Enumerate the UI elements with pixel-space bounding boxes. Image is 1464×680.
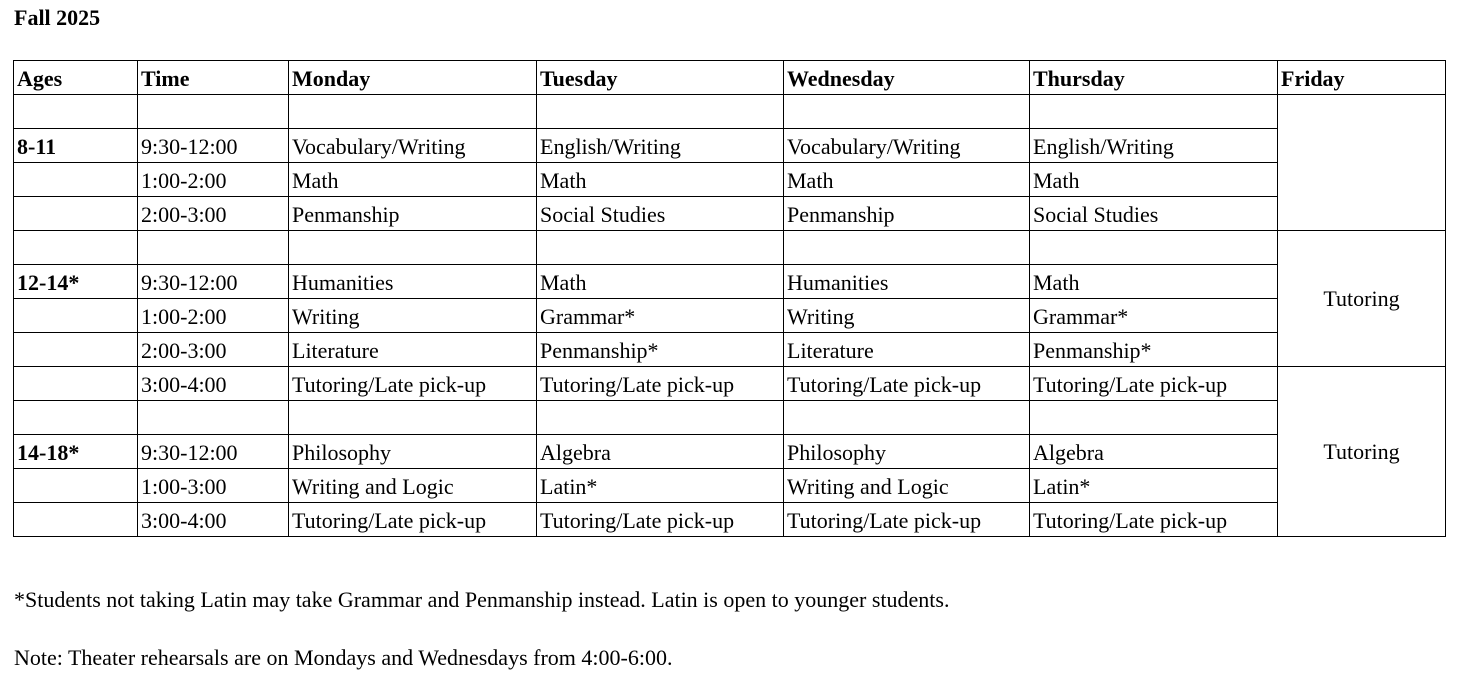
table-row bbox=[14, 299, 1446, 333]
table-cell bbox=[784, 95, 1030, 129]
age-group-label: 12-14* bbox=[14, 265, 138, 299]
time-cell: 9:30-12:00 bbox=[138, 129, 289, 163]
table-cell: Writing bbox=[289, 299, 537, 333]
table-cell: English/Writing bbox=[537, 129, 784, 163]
header-thursday: Thursday bbox=[1030, 61, 1278, 95]
table-row bbox=[14, 129, 1446, 163]
table-cell: Writing bbox=[784, 299, 1030, 333]
table-cell: Vocabulary/Writing bbox=[289, 129, 537, 163]
table-cell bbox=[14, 367, 138, 401]
header-time: Time bbox=[138, 61, 289, 95]
table-cell bbox=[138, 231, 289, 265]
table-cell: Humanities bbox=[784, 265, 1030, 299]
table-cell: Math bbox=[537, 265, 784, 299]
spacer-row bbox=[14, 231, 1446, 265]
time-cell: 3:00-4:00 bbox=[138, 503, 289, 537]
table-cell bbox=[537, 231, 784, 265]
table-cell: Latin* bbox=[537, 469, 784, 503]
table-cell: Tutoring/Late pick-up bbox=[784, 503, 1030, 537]
table-cell bbox=[14, 197, 138, 231]
table-cell bbox=[537, 401, 784, 435]
friday-tutoring-cell: Tutoring bbox=[1278, 231, 1446, 367]
time-cell: 1:00-2:00 bbox=[138, 299, 289, 333]
table-cell: Tutoring/Late pick-up bbox=[289, 503, 537, 537]
footnote-text: *Students not taking Latin may take Grammar and Penmanship instead. Latin is open to younger students. bbox=[14, 587, 950, 612]
table-cell bbox=[784, 231, 1030, 265]
table-cell: Algebra bbox=[537, 435, 784, 469]
time-cell: 9:30-12:00 bbox=[138, 435, 289, 469]
time-cell: 1:00-2:00 bbox=[138, 163, 289, 197]
header-row bbox=[14, 61, 1446, 95]
table-cell: Humanities bbox=[289, 265, 537, 299]
table-cell bbox=[138, 401, 289, 435]
page-title: Fall 2025 bbox=[14, 5, 101, 30]
table-cell: Algebra bbox=[1030, 435, 1278, 469]
time-cell: 2:00-3:00 bbox=[138, 333, 289, 367]
table-cell: Math bbox=[289, 163, 537, 197]
table-cell bbox=[289, 401, 537, 435]
age-group-label: 8-11 bbox=[14, 129, 138, 163]
table-cell: Penmanship* bbox=[537, 333, 784, 367]
table-cell: Tutoring/Late pick-up bbox=[1030, 367, 1278, 401]
table-row bbox=[14, 435, 1446, 469]
table-cell bbox=[14, 333, 138, 367]
table-cell: Grammar* bbox=[537, 299, 784, 333]
table-cell bbox=[289, 231, 537, 265]
table-cell: Social Studies bbox=[537, 197, 784, 231]
spacer-row bbox=[14, 95, 1446, 129]
header-wednesday: Wednesday bbox=[784, 61, 1030, 95]
spacer-row bbox=[14, 401, 1446, 435]
table-row bbox=[14, 265, 1446, 299]
table-cell bbox=[1030, 95, 1278, 129]
table-cell: Social Studies bbox=[1030, 197, 1278, 231]
header-friday: Friday bbox=[1278, 61, 1446, 95]
table-cell bbox=[14, 401, 138, 435]
table-cell: Tutoring/Late pick-up bbox=[1030, 503, 1278, 537]
table-cell bbox=[14, 163, 138, 197]
table-cell: Latin* bbox=[1030, 469, 1278, 503]
header-monday: Monday bbox=[289, 61, 537, 95]
table-cell bbox=[289, 95, 537, 129]
table-cell bbox=[14, 231, 138, 265]
table-cell: Philosophy bbox=[289, 435, 537, 469]
header-tuesday: Tuesday bbox=[537, 61, 784, 95]
table-cell: Math bbox=[784, 163, 1030, 197]
table-cell bbox=[1030, 231, 1278, 265]
time-cell: 1:00-3:00 bbox=[138, 469, 289, 503]
table-cell bbox=[1030, 401, 1278, 435]
table-cell: Philosophy bbox=[784, 435, 1030, 469]
table-row bbox=[14, 163, 1446, 197]
table-row bbox=[14, 197, 1446, 231]
table-cell: Tutoring/Late pick-up bbox=[537, 367, 784, 401]
table-cell bbox=[138, 95, 289, 129]
table-cell: Tutoring/Late pick-up bbox=[289, 367, 537, 401]
time-cell: 9:30-12:00 bbox=[138, 265, 289, 299]
table-cell: Literature bbox=[784, 333, 1030, 367]
table-row bbox=[14, 367, 1446, 401]
table-cell: Tutoring/Late pick-up bbox=[784, 367, 1030, 401]
table-cell: Math bbox=[1030, 163, 1278, 197]
table-cell: Penmanship bbox=[784, 197, 1030, 231]
time-cell: 2:00-3:00 bbox=[138, 197, 289, 231]
table-row bbox=[14, 333, 1446, 367]
table-cell: Grammar* bbox=[1030, 299, 1278, 333]
table-cell bbox=[14, 503, 138, 537]
age-group-label: 14-18* bbox=[14, 435, 138, 469]
table-cell: Literature bbox=[289, 333, 537, 367]
table-row bbox=[14, 469, 1446, 503]
table-cell: Writing and Logic bbox=[289, 469, 537, 503]
time-cell: 3:00-4:00 bbox=[138, 367, 289, 401]
table-row bbox=[14, 503, 1446, 537]
table-cell: Tutoring/Late pick-up bbox=[537, 503, 784, 537]
theater-note: Note: Theater rehearsals are on Mondays and Wednesdays from 4:00-6:00. bbox=[14, 645, 673, 670]
friday-cell-empty bbox=[1278, 95, 1446, 231]
table-cell bbox=[14, 299, 138, 333]
table-cell: Writing and Logic bbox=[784, 469, 1030, 503]
header-ages: Ages bbox=[14, 61, 138, 95]
table-cell bbox=[14, 95, 138, 129]
table-cell bbox=[14, 469, 138, 503]
table-cell: Vocabulary/Writing bbox=[784, 129, 1030, 163]
friday-tutoring-cell: Tutoring bbox=[1278, 367, 1446, 537]
table-cell bbox=[537, 95, 784, 129]
table-cell: Penmanship* bbox=[1030, 333, 1278, 367]
table-cell: English/Writing bbox=[1030, 129, 1278, 163]
schedule-table bbox=[13, 60, 1446, 537]
table-cell: Penmanship bbox=[289, 197, 537, 231]
table-cell bbox=[784, 401, 1030, 435]
table-cell: Math bbox=[537, 163, 784, 197]
table-cell: Math bbox=[1030, 265, 1278, 299]
